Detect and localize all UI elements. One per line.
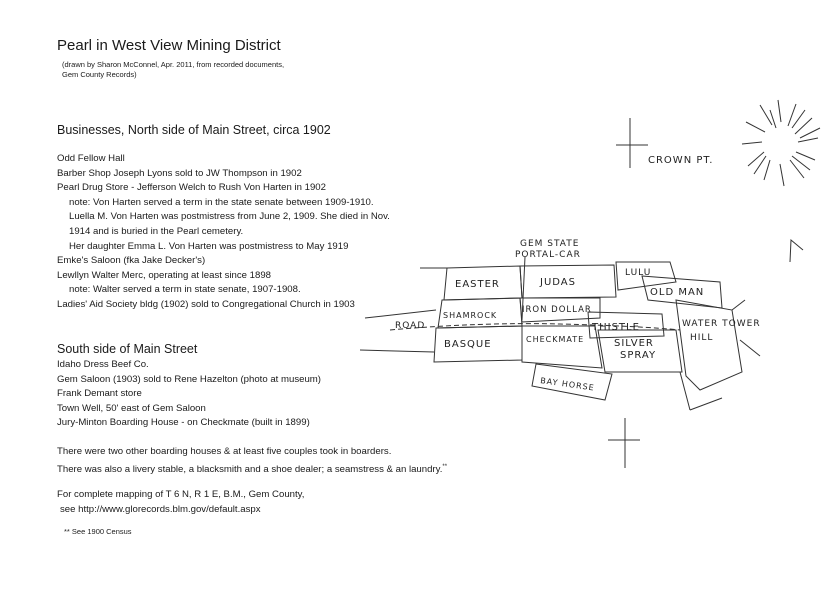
footnote: ** See 1900 Census xyxy=(64,527,132,536)
claim-water-tower-hill xyxy=(676,300,742,390)
map-label-portal-car: PORTAL-CAR xyxy=(515,250,581,260)
list-item: Jury-Minton Boarding House - on Checkmate (built in 1899) xyxy=(57,417,310,429)
note-line: There were two other boarding houses & at least five couples took in boarders. xyxy=(57,446,392,457)
list-item: Town Well, 50' east of Gem Saloon xyxy=(57,402,206,414)
south-side-heading: South side of Main Street xyxy=(57,342,198,356)
list-item-note: note: Von Harten served a term in the state senate between 1909-1910. xyxy=(69,196,374,208)
list-item: Odd Fellow Hall xyxy=(57,153,125,164)
north-side-heading: Businesses, North side of Main Street, circa 1902 xyxy=(57,123,331,137)
list-item: Barber Shop Joseph Lyons sold to JW Thompson in 1902 xyxy=(57,167,302,179)
map-label-water-tower: WATER TOWER xyxy=(682,319,761,329)
survey-cross-bottom xyxy=(608,418,640,468)
map-label-spray: SPRAY xyxy=(620,350,657,361)
note-line-text: There was also a livery stable, a blacksmith and a shoe dealer; a seamstress & an laundry. xyxy=(57,463,443,475)
map-label-iron-dollar: IRON DOLLAR xyxy=(522,305,592,315)
list-item: Frank Demant store xyxy=(57,388,142,400)
map-label-judas: JUDAS xyxy=(540,277,576,288)
map-label-gem-state: GEM STATE xyxy=(520,239,580,249)
mapping-url: see http://www.glorecords.blm.gov/default.aspx xyxy=(60,503,261,515)
mapping-line: For complete mapping of T 6 N, R 1 E, B.M., Gem County, xyxy=(57,489,305,500)
list-item: Pearl Drug Store - Jefferson Welch to Rush Von Harten in 1902 xyxy=(57,182,326,194)
map-label-checkmate: CHECKMATE xyxy=(526,335,585,344)
list-item: Lewllyn Walter Merc, operating at least since 1898 xyxy=(57,269,272,281)
map-label-easter: EASTER xyxy=(455,279,500,290)
page-subtitle: (drawn by Sharon McConnel, Apr. 2011, from recorded documents, Gem County Records) xyxy=(62,60,285,79)
map-label-lulu: LULU xyxy=(625,268,652,278)
list-item: Gem Saloon (1903) sold to Rene Hazelton (photo at museum) xyxy=(57,373,321,385)
map-label-crown-pt: CROWN PT. xyxy=(648,155,714,166)
footnote-marker: ** xyxy=(442,463,448,470)
list-item-note: Her daughter Emma L. Von Harten was postmistress to May 1919 xyxy=(69,240,349,252)
map-label-basque: BASQUE xyxy=(444,339,492,350)
map-label-old-man: OLD MAN xyxy=(650,287,705,298)
map-label-bay-horse: BAY HORSE xyxy=(539,376,596,393)
list-item: Idaho Dress Beef Co. xyxy=(57,359,149,370)
map-label-hill: HILL xyxy=(690,333,714,343)
sun-burst-icon xyxy=(742,100,820,186)
list-item-note: note: Walter served a term in state senate, 1907-1908. xyxy=(69,284,301,296)
survey-cross-top xyxy=(616,118,648,168)
list-item: Ladies' Aid Society bldg (1902) sold to Congregational Church in 1903 xyxy=(57,298,355,310)
page-title: Pearl in West View Mining District xyxy=(57,37,281,54)
north-arrow-icon xyxy=(790,240,803,262)
list-item: Emke's Saloon (fka Jake Decker's) xyxy=(57,255,206,267)
map-label-silver: SILVER xyxy=(614,338,654,349)
list-item-note: 1914 and is buried in the Pearl cemetery. xyxy=(69,225,244,237)
map-label-thistle: THISTLE xyxy=(592,322,640,333)
map-label-shamrock: SHAMROCK xyxy=(443,311,498,320)
map-label-road: ROAD xyxy=(395,321,426,331)
list-item-note: Luella M. Von Harten was postmistress from June 2, 1909. She died in Nov. xyxy=(69,211,390,223)
